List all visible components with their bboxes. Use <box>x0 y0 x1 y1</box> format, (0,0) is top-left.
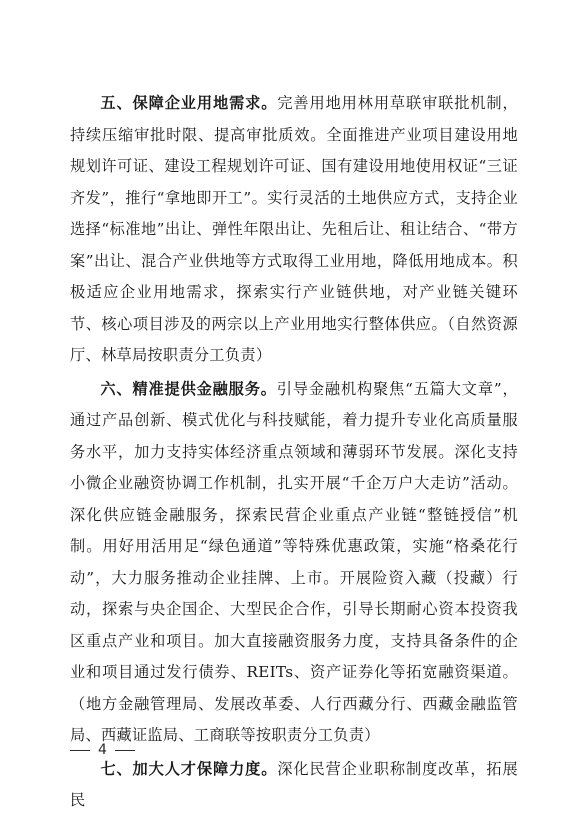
section-body-5: 完善用地用林用草联审联批机制，持续压缩审批时限、提高审批质效。全面推进产业项目建设用地规划许可证、建设工程规划许可证、国有建设用地使用权证“三证齐发”，推行“拿地即开工”。实行灵活的土地供应方式，支持企业选择“标准地”出让、弹性年限出让、先租后让、租让结合、“带方案”出让、混合产业供地等方式取得工业用地，降低用地成本。积极适应企业用地需求，探索实行产业链供地，对产业链关键环节、核心项目涉及的两宗以上产业用地实行整体供应。（自然资源厅、林草局按职责分工负责） <box>70 94 518 364</box>
section-heading-6: 六、精准提供金融服务。 <box>100 379 277 398</box>
document-body <box>70 88 518 817</box>
right-dash <box>115 750 135 751</box>
left-dash <box>70 750 90 751</box>
section-heading-7: 七、加大人才保障力度。 <box>100 759 278 778</box>
paragraph-talent <box>70 754 518 817</box>
paragraph-financial-services <box>70 374 518 752</box>
section-body-7: 深化民营企业职称制度改革，拓展民 <box>70 759 518 809</box>
page-number: 4 <box>98 742 107 758</box>
section-body-6: 引导金融机构聚焦“五篇大文章”，通过产品创新、模式优化与科技赋能，着力提升专业化高质量服务水平，加力支持实体经济重点领域和薄弱环节发展。深化支持小微企业融资协调工作机制，扎实开展“千企万户大走访”活动。深化供应链金融服务，探索民营企业重点产业链“整链授信”机制。用好用活用足“绿色通道”等特殊优惠政策，实施“格桑花行动”，大力服务推动企业挂牌、上市。开展险资入藏（投藏）行动，探索与央企国企、大型民企合作，引导长期耐心资本投资我区重点产业和项目。加大直接融资服务力度，支持具备条件的企业和项目通过发行债券、REITs、资产证券化等拓宽融资渠道。（地方金融管理局、发展改革委、人行西藏分行、西藏金融监管局、西藏证监局、工商联等按职责分工负责） <box>70 379 518 744</box>
section-heading-5: 五、保障企业用地需求。 <box>100 94 278 112</box>
page-number-footer <box>70 742 135 758</box>
paragraph-land-use <box>70 88 518 372</box>
